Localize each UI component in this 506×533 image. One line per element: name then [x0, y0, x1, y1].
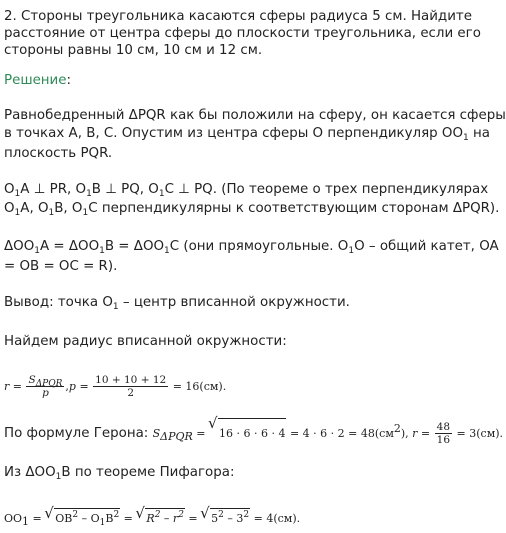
subscript: ΔPQR [35, 378, 63, 389]
superscript: 2 [113, 510, 120, 520]
t: A = ΔOO [39, 239, 100, 254]
t: C (они прямоугольные. O [169, 239, 349, 254]
sqrt [209, 418, 286, 449]
para1-line-2-text: в точках A, B, C. Опустим из центра сферы O перпендикуляр OO [4, 126, 463, 141]
subscript: 1 [164, 246, 170, 256]
t: C ⊥ PQ. (По теореме о трех перпендикулярах [164, 182, 489, 197]
eq: = [184, 512, 202, 525]
para3-line-2: = OB = OC = R). [4, 259, 118, 274]
eq: = [75, 380, 93, 393]
t: A ⊥ PR, O [20, 182, 87, 197]
t: C перпендикулярны к соответствующим сторонам ΔPQR). [88, 201, 500, 216]
eq: = [192, 427, 209, 440]
var-r: r [412, 427, 418, 440]
problem-line-1: 2. Стороны треугольника касаются сферы радиуса 5 см. Найдите [4, 9, 472, 24]
t: B, O [54, 201, 83, 216]
subscript: 1 [34, 246, 40, 256]
t: A, O [20, 201, 49, 216]
problem-line-3: стороны равны 10 см, 10 см и 12 см. [4, 43, 263, 58]
para2-line-1 [4, 182, 488, 198]
eq: = [417, 427, 434, 440]
subscript: 1 [463, 133, 469, 143]
denominator: 2 [127, 386, 135, 399]
t: O [4, 201, 15, 216]
radicand [145, 508, 185, 529]
s: S [28, 373, 36, 386]
superscript: 2 [393, 422, 401, 435]
t: O [4, 182, 15, 197]
t: OB [55, 512, 73, 525]
t: 5 [211, 512, 219, 525]
eq: = [9, 380, 26, 393]
para1-line-3: плоскость PQR. [4, 146, 113, 161]
para1-line-1: Равнобедренный ΔPQR как бы положили на сферу, он касается сферы [4, 108, 506, 123]
subscript: 1 [14, 208, 21, 218]
t: Вывод: точка O [4, 295, 113, 310]
t: B по теореме Пифагора: [61, 465, 235, 480]
radicand [210, 508, 250, 529]
para1-line-2 [4, 126, 490, 142]
subscript: 1 [348, 246, 355, 256]
subscript: ΔPQR [160, 430, 193, 443]
t: R [146, 512, 155, 525]
t: B ⊥ PQ, O [91, 182, 159, 197]
subscript: 1 [14, 189, 21, 199]
sqrt [136, 508, 185, 529]
t: B = ΔOO [104, 239, 165, 254]
result: = 16(см). [169, 380, 227, 393]
superscript: 2 [72, 510, 79, 520]
para6 [4, 465, 234, 481]
t: ΔOO [4, 239, 35, 254]
sqrt [45, 508, 120, 529]
heron-label: По формуле Герона: [4, 426, 153, 441]
mid: = 4 · 6 · 2 = 48(см [286, 427, 394, 440]
sep: , [65, 380, 69, 393]
t: Из ΔOO [4, 465, 56, 480]
t: B [105, 512, 114, 525]
superscript: 2 [154, 510, 161, 520]
formula-3 [4, 508, 300, 529]
solution-heading [4, 73, 71, 89]
eq: = [120, 512, 137, 525]
formula-2 [4, 418, 503, 449]
numerator: 48 [436, 420, 451, 433]
t: O – общий катет, OA [354, 239, 499, 254]
superscript: 2 [178, 510, 184, 520]
subscript: 1 [48, 208, 55, 218]
eq: = [29, 512, 46, 525]
denominator: p [42, 386, 49, 399]
t: – O [78, 512, 100, 525]
oo: OO [4, 512, 23, 525]
subscript: 1 [99, 518, 106, 528]
s: S [152, 427, 161, 440]
subscript: 1 [112, 302, 119, 312]
fraction-s-over-p [26, 374, 64, 399]
result: = 4(см). [250, 512, 301, 525]
para4 [4, 295, 350, 311]
para5: Найдем радиус вписанной окружности: [4, 334, 287, 349]
solution-colon: : [66, 73, 72, 88]
subscript: 1 [158, 189, 165, 199]
subscript: 1 [86, 189, 92, 199]
numerator [26, 374, 64, 387]
subscript: 1 [99, 246, 105, 256]
radicand: 16 · 6 · 6 · 4 [218, 418, 286, 449]
para3-line-1 [4, 239, 499, 255]
problem-line-2: расстояние от центра сферы до плоскости треугольника, если его [4, 26, 481, 41]
subscript: 1 [82, 208, 89, 218]
radicand [54, 508, 120, 529]
t: – 3 [223, 512, 244, 525]
t: – r [160, 512, 179, 525]
solution-label: Решение [4, 73, 67, 88]
fraction [435, 421, 452, 446]
formula-1 [4, 372, 226, 402]
superscript: 2 [243, 510, 250, 520]
superscript: 2 [218, 510, 224, 520]
var-p: p [68, 380, 76, 393]
result: = 3(см). [453, 427, 504, 440]
denominator: 16 [436, 433, 451, 446]
subscript: 1 [22, 515, 30, 528]
sqrt [201, 508, 250, 529]
fraction-perimeter [93, 374, 168, 399]
mid-end: ), [400, 427, 413, 440]
para1-line-2-end: на [468, 126, 490, 141]
para2-line-2 [4, 201, 499, 217]
var-r: r [4, 380, 10, 393]
subscript: 1 [55, 472, 62, 482]
t: – центр вписанной окружности. [118, 295, 350, 310]
numerator: 10 + 10 + 12 [95, 373, 167, 386]
